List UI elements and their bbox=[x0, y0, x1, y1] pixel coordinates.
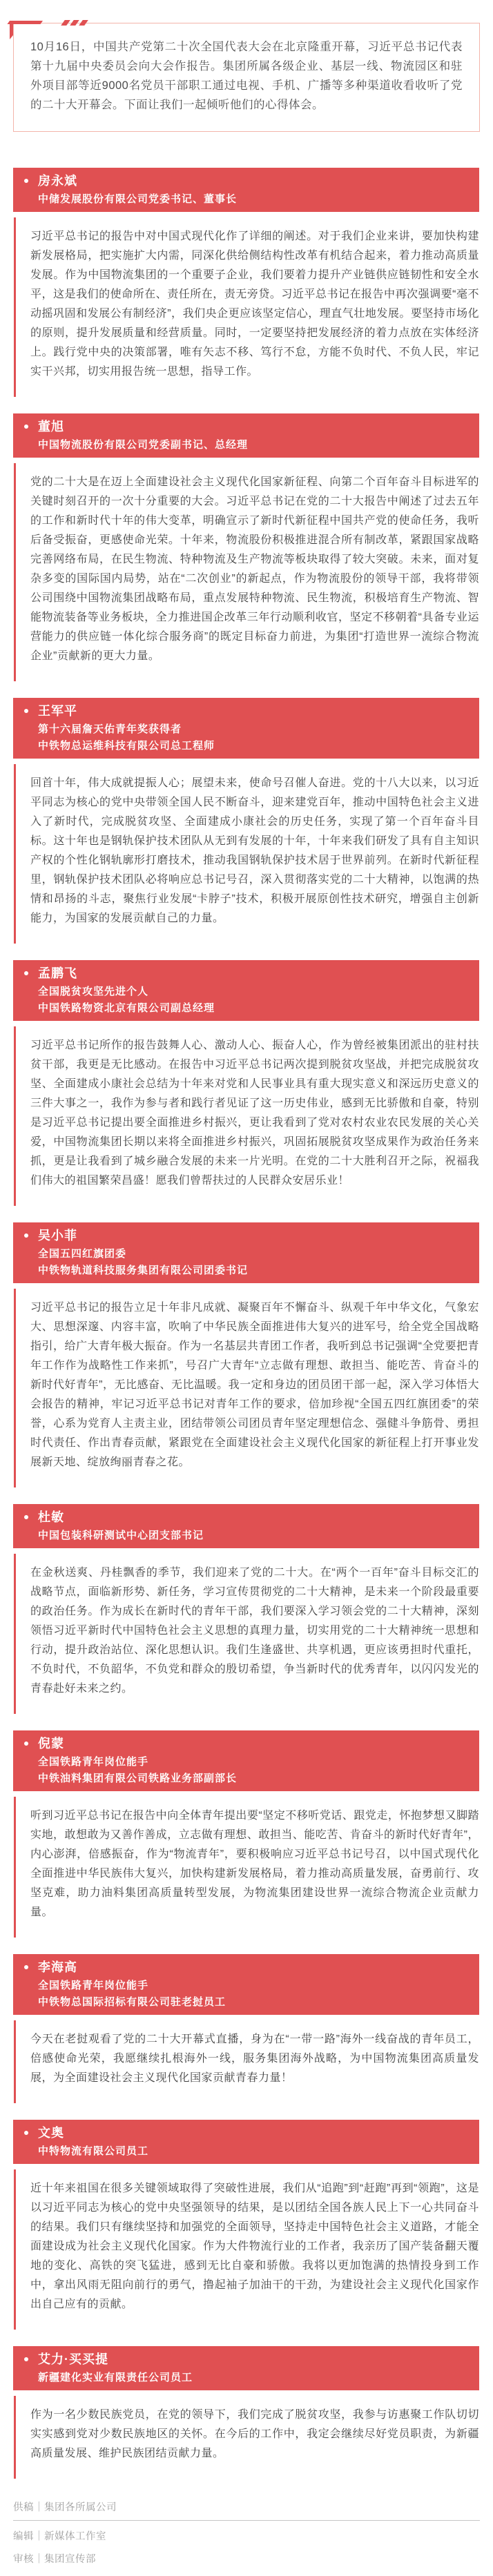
person-text: 听到习近平总书记在报告中向全体青年提出要“坚定不移听党话、跟党走，怀抱梦想又脚踏实地，敢想敢为又善作善成，立志做有理想、敢担当、能吃苦、肯奋斗的新时代好青年”，内心澎湃，倍感振奋，作为“物流青年”，要积极响应习近平总书记号召，以中国式现代化全面推进中华民族伟大复兴，加快构建新发展格局，着力推动高质量发展，奋勇前行、攻坚克难，助力油料集团高质量转型发展，为物流集团建设世界一流综合物流企业贡献力量。 bbox=[30, 1810, 479, 1918]
person-header bbox=[13, 168, 479, 212]
person-titles bbox=[38, 2145, 468, 2157]
bullet-dot-icon bbox=[24, 1741, 28, 1746]
person-titles bbox=[38, 193, 468, 205]
person-name: 李海高 bbox=[38, 1960, 77, 1974]
person-section bbox=[13, 168, 479, 397]
person-section bbox=[13, 960, 479, 1206]
intro-box bbox=[13, 23, 480, 132]
footer-reviewer-line: 审核｜集团宣传部 bbox=[13, 2554, 96, 2565]
person-section bbox=[13, 1730, 479, 1938]
person-name: 王军平 bbox=[38, 704, 77, 718]
person-title: 全国五四红旗团委 bbox=[38, 1248, 127, 1260]
person-header bbox=[13, 2346, 479, 2390]
person-header bbox=[13, 413, 479, 458]
footer-credits bbox=[13, 2501, 480, 2576]
person-name: 孟鹏飞 bbox=[38, 966, 77, 980]
person-titles bbox=[38, 439, 468, 451]
person-name: 文奥 bbox=[38, 2126, 64, 2140]
sections-list bbox=[0, 168, 493, 2479]
person-text: 习近平总书记所作的报告鼓舞人心、激动人心、振奋人心，作为曾经被集团派出的驻村扶贫干部，我更是无比感动。在报告中习近平总书记两次提到脱贫攻坚战，并把完成脱贫攻坚、全面建成小康社会总结为十年来对党和人民事业具有重大现实意义和深远历史意义的三件大事之一，我作为参与者和践行者见证了这一历史伟业，感到无比骄傲和自豪，特别是习近平总书记提出要全面推进乡村振兴，更让我看到了党对农村农业农民发展的关心关爱，中国物流集团长期以来将全面推进乡村振兴，巩固拓展脱贫攻坚成果作为政治任务来抓，更是让我看到了城乡融合发展的未来一片光明。在党的二十大胜利召开之际，祝福我们伟大的祖国繁荣昌盛！愿我们曾帮扶过的人民群众安居乐业！ bbox=[30, 1040, 479, 1187]
person-title: 第十六届詹天佑青年奖获得者 bbox=[38, 723, 182, 735]
person-titles bbox=[38, 1980, 468, 2008]
bullet-dot-icon bbox=[24, 425, 28, 429]
person-titles bbox=[38, 1756, 468, 1784]
person-quote bbox=[14, 1554, 479, 1714]
person-quote bbox=[14, 2169, 479, 2330]
person-quote bbox=[14, 1289, 479, 1487]
person-text: 党的二十大是在迈上全面建设社会主义现代化国家新征程、向第二个百年奋斗目标进军的关键时刻召开的一次十分重要的大会。习近平总书记在党的二十大报告中阐述了过去五年的工作和新时代十年的伟大变革，明确宣示了新时代新征程中国共产党的使命任务，我听后备受振奋，更感使命光荣。十年来，物流股份积极推进混合所有制改革，紧跟国家战略完善网络布局，在民生物流、特种物流及生产物流等板块取得了较大突破。未来，面对复杂多变的国际国内局势，站在“二次创业”的新起点，作为物流股份的领导干部，我将带领公司围绕中国物流集团战略布局，重点发展特种物流、民生物流，积极培育生产物流、智能物流装备等业务板块，全力推进国企改革三年行动顺利收官，坚定不移朝着“具备专业运营能力的供应链一体化综合服务商”的既定目标奋力前进，为集团“打造世界一流综合物流企业”贡献新的更大力量。 bbox=[30, 476, 479, 662]
person-header bbox=[13, 1730, 479, 1791]
person-text: 近十年来祖国在很多关键领域取得了突破性进展，我们从“追跑”到“赶跑”再到“领跑”，这是以习近平同志为核心的党中央坚强领导的结果，是以团结全国各族人民上下一心共同奋斗的结果。我们只有继续坚持和加强党的全面领导，坚持走中国特色社会主义道路，才能全面建设成为社会主义现代化国家。作为大件物流行业的工作者，我亲历了国产装备翻天覆地的变化、高铁的突飞猛进，感到无比自豪和骄傲。我将以更加饱满的热情投身到工作中，拿出风雨无阻向前行的勇气，撸起袖子加油干的干劲，为建设社会主义现代化国家作出自己应有的贡献。 bbox=[30, 2183, 479, 2310]
bullet-dot-icon bbox=[24, 2131, 28, 2135]
person-name: 艾力·买买提 bbox=[38, 2352, 108, 2366]
person-quote bbox=[14, 217, 479, 397]
person-text: 习近平总书记的报告立足十年非凡成就、凝聚百年不懈奋斗、纵观千年中华文化，气象宏大、思想深邃、内容丰富，吹响了中华民族全面推进伟大复兴的进军号，给全党全国战略指引，给广大青年极大振奋。作为一名基层共青团工作者，我听到总书记强调“全党要把青年工作作为战略性工作来抓”，号召广大青年“立志做有理想、敢担当、能吃苦、肯奋斗的新时代好青年”，无比感奋、无比温暖。我一定和身边的团员团干部一起，深入学习体悟大会报告的精神，牢记习近平总书记对青年工作的要求，倍加珍视“全国五四红旗团委”的荣誉，心系为党育人主责主业，团结带领公司团员青年坚定理想信念、强健斗争筋骨、勇担时代责任、作出青春贡献，紧跟党在全面建设社会主义现代化国家的新征程上打开事业发展新天地、绽放绚丽青春之花。 bbox=[30, 1302, 479, 1468]
person-text: 作为一名少数民族党员，在党的领导下，我们完成了脱贫攻坚，我参与访惠聚工作队切切实实感到党对少数民族地区的关怀。在今后的工作中，我定会继续尽好党员职责，为新疆高质量发展、维护民族团结贡献力量。 bbox=[30, 2409, 479, 2459]
person-header bbox=[13, 1222, 479, 1283]
intro-section bbox=[13, 23, 480, 132]
bullet-dot-icon bbox=[24, 1233, 28, 1238]
person-titles bbox=[38, 2372, 468, 2383]
person-section bbox=[13, 413, 479, 681]
person-titles bbox=[38, 1530, 468, 1541]
slash-marks-icon bbox=[63, 20, 86, 26]
bullet-dot-icon bbox=[24, 179, 28, 183]
person-name: 董旭 bbox=[38, 420, 64, 433]
person-name: 吴小菲 bbox=[38, 1229, 77, 1242]
person-quote bbox=[14, 1797, 479, 1938]
person-text: 习近平总书记的报告中对中国式现代化作了详细的阐述。对于我们企业来讲，要加快构建新发展格局，把实施扩大内需，同深化供给侧结构性改革有机结合起来，着力推动高质量发展。作为中国物流集团的一个重要子企业，我们要着力提升产业链供应链韧性和安全水平，这是我们的使命所在、责任所在，责无旁贷。习近平总书记在报告中再次强调要“毫不动摇巩固和发展公有制经济”，我们央企更应该坚定信心，理直气壮地发展。要坚持市场化的原则，提升发展质量和经营质量。同时，一定要坚持把发展经济的着力点放在实体经济上。践行党中央的决策部署，唯有矢志不移、笃行不怠，方能不负时代、不负人民，牢记实干兴邦，切实用报告统一思想，指导工作。 bbox=[30, 231, 479, 378]
footer-divider bbox=[13, 2520, 480, 2521]
person-name: 房永斌 bbox=[38, 174, 77, 188]
bullet-dot-icon bbox=[24, 2357, 28, 2361]
person-section bbox=[13, 698, 479, 944]
person-title: 全国脱贫攻坚先进个人 bbox=[38, 986, 149, 997]
person-name: 倪蒙 bbox=[38, 1737, 64, 1750]
bullet-dot-icon bbox=[24, 1515, 28, 1519]
person-header bbox=[13, 960, 479, 1021]
intro-text: 10月16日，中国共产党第二十次全国代表大会在北京隆重开幕，习近平总书记代表第十九届中央委员会向大会作报告。集团所属各级企业、基层一线、物流园区和驻外项目部等近9000名党员干部职工通过电视、手机、广播等多种渠道收看收听了党的二十大开幕会。下面让我们一起倾听他们的心得体会。 bbox=[30, 41, 463, 111]
person-name: 杜敏 bbox=[38, 1510, 64, 1524]
person-text: 在金秋送爽、丹桂飘香的季节，我们迎来了党的二十大。在“两个一百年”奋斗目标交汇的战略节点，面临新形势、新任务，学习宣传贯彻党的二十大精神，是未来一个阶段最重要的政治任务。作为成长在新时代的青年干部，我们要深入学习领会党的二十大精神，深刻领悟习近平新时代中国特色社会主义思想的真理力量，切实用党的二十大精神统一思想和行动，提升政治站位、深化思想认识。我们生逢盛世、共享机遇，更应该勇担时代重托，不负时代，不负韶华，不负党和群众的殷切希望，争当新时代的优秀青年，以闪闪发光的青春赴好未来之约。 bbox=[30, 1567, 479, 1695]
person-section bbox=[13, 1954, 479, 2103]
person-title: 中铁油料集团有限公司铁路业务部副部长 bbox=[38, 1773, 238, 1784]
person-title: 中铁物总运维科技有限公司总工程师 bbox=[38, 740, 215, 752]
person-title: 全国铁路青年岗位能手 bbox=[38, 1980, 149, 1991]
person-title: 中铁物总国际招标有限公司驻老挝员工 bbox=[38, 1996, 226, 2008]
person-section bbox=[13, 1504, 479, 1714]
bullet-dot-icon bbox=[24, 1965, 28, 1969]
bullet-dot-icon bbox=[24, 971, 28, 975]
person-text: 回首十年，伟大成就提振人心；展望未来，使命号召催人奋进。党的十八大以来，以习近平同志为核心的党中央带领全国人民不断奋斗，迎来建党百年，推动中国特色社会主义进入了新时代，完成脱贫攻坚、全面建成小康社会的历史任务，实现了第一个百年奋斗目标。这十年也是钢轨保护技术团队从无到有发展的十年，十年来我们研发了具有自主知识产权的个性化钢轨廓形打磨技术，推动我国钢轨保护技术居于世界前列。在新时代新征程里，钢轨保护技术团队必将响应总书记号召，深入贯彻落实党的二十大精神，以饱满的热情和昂扬的斗志，聚焦行业发展“卡脖子”技术，积极开展原创性技术研究，增强自主创新能力，为国家的发展贡献自己的力量。 bbox=[30, 777, 479, 924]
person-quote bbox=[14, 764, 479, 944]
person-title: 中铁物轨道科技服务集团有限公司团委书记 bbox=[38, 1265, 249, 1276]
person-header bbox=[13, 1954, 479, 2015]
footer-editor-line: 编辑｜新媒体工作室 bbox=[13, 2531, 106, 2542]
person-titles bbox=[38, 986, 468, 1014]
person-quote bbox=[14, 1026, 479, 1206]
person-header bbox=[13, 1504, 479, 1548]
person-title: 全国铁路青年岗位能手 bbox=[38, 1756, 149, 1768]
person-text: 今天在老挝观看了党的二十大开幕式直播，身为在“一带一路”海外一线奋战的青年员工，倍感使命光荣，我愿继续扎根海外一线，服务集团海外战略，为中国物流集团高质量发展，为全面建设社会主义现代化国家贡献青春力量！ bbox=[30, 2033, 479, 2084]
person-section bbox=[13, 2346, 479, 2479]
person-quote bbox=[14, 2020, 479, 2103]
person-title: 中国物流股份有限公司党委副书记、总经理 bbox=[38, 439, 249, 451]
person-header bbox=[13, 698, 479, 759]
person-title: 中国包装科研测试中心团支部书记 bbox=[38, 1530, 204, 1541]
person-titles bbox=[38, 1248, 468, 1276]
person-title: 中特物流有限公司员工 bbox=[38, 2145, 149, 2157]
person-title: 中储发展股份有限公司党委书记、董事长 bbox=[38, 193, 238, 205]
bullet-dot-icon bbox=[24, 709, 28, 713]
footer-contributor-line: 供稿｜集团各所属公司 bbox=[13, 2502, 117, 2513]
person-section bbox=[13, 1222, 479, 1487]
person-quote bbox=[14, 2396, 479, 2479]
person-title: 中国铁路物资北京有限公司副总经理 bbox=[38, 1002, 215, 1014]
person-titles bbox=[38, 723, 468, 752]
person-section bbox=[13, 2120, 479, 2330]
person-header bbox=[13, 2120, 479, 2164]
person-quote bbox=[14, 463, 479, 681]
person-title: 新疆建化实业有限责任公司员工 bbox=[38, 2372, 193, 2383]
